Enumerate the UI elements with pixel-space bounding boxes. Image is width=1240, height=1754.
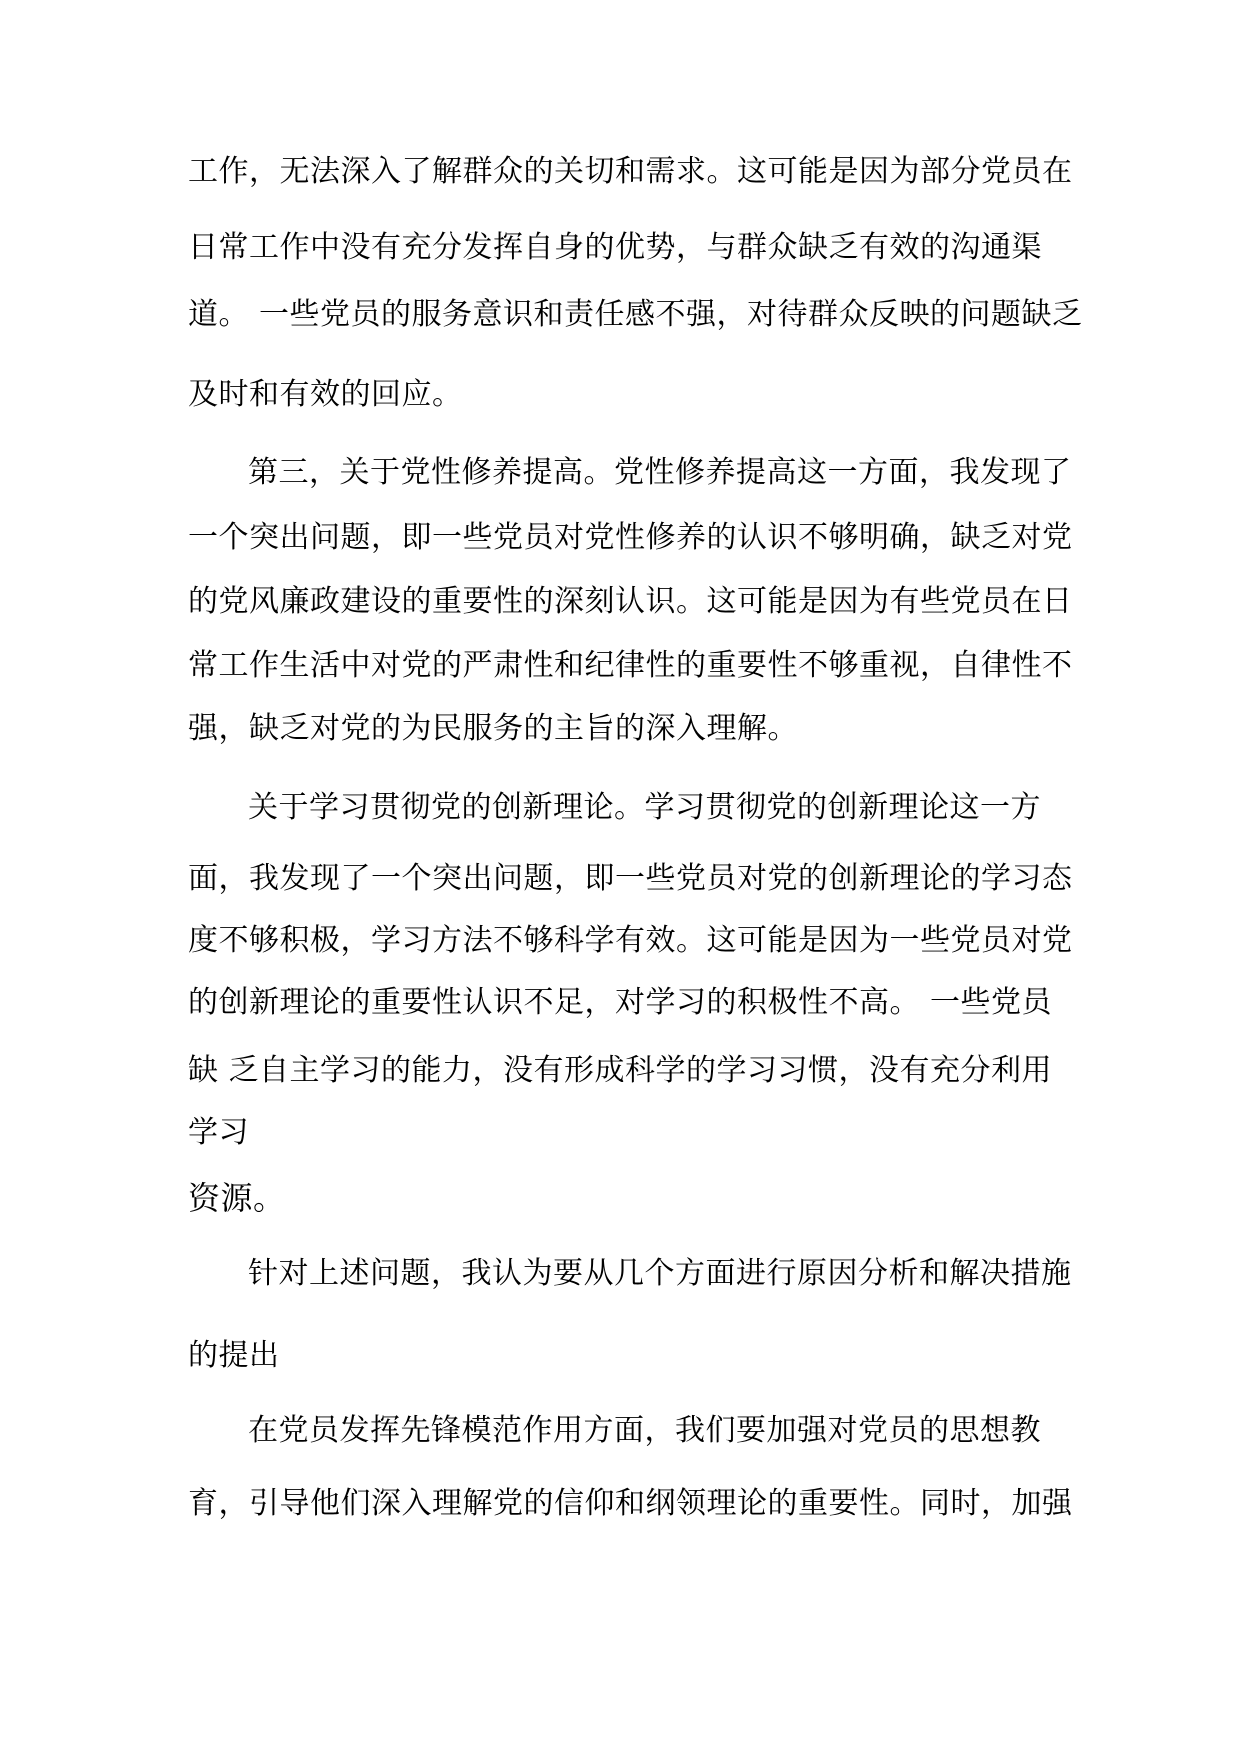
text-line: 第三，关于党性修养提高。党性修养提高这一方面，我发现了 [248, 455, 1072, 490]
text-line: 资源。 [188, 1179, 286, 1217]
text-line: 度不够积极，学习方法不够科学有效。这可能是因为一些党员对党 [188, 923, 1073, 958]
text-line: 常工作生活中对党的严肃性和纪律性的重要性不够重视，自律性不 [188, 648, 1073, 683]
text-line: 道。 一些党员的服务意识和责任感不强，对待群众反映的问题缺乏 [188, 297, 1083, 332]
text-line: 关于学习贯彻党的创新理论。学习贯彻党的创新理论这一方 [248, 790, 1041, 825]
text-line: 面，我发现了一个突出问题，即一些党员对党的创新理论的学习态 [188, 861, 1073, 896]
text-line: 的党风廉政建设的重要性的深刻认识。这可能是因为有些党员在日 [188, 584, 1073, 619]
text-line: 在党员发挥先锋模范作用方面，我们要加强对党员的思想教 [248, 1413, 1041, 1448]
text-line: 学习 [188, 1115, 249, 1150]
text-line: 针对上述问题，我认为要从几个方面进行原因分析和解决措施 [248, 1256, 1072, 1291]
text-line: 缺 乏自主学习的能力，没有形成科学的学习习惯，没有充分利用 [188, 1053, 1053, 1088]
text-line: 的创新理论的重要性认识不足，对学习的积极性不高。 一些党员 [188, 985, 1053, 1020]
text-line: 育，引导他们深入理解党的信仰和纲领理论的重要性。同时，加强 [188, 1486, 1073, 1521]
text-line: 工作，无法深入了解群众的关切和需求。这可能是因为部分党员在 [188, 154, 1073, 189]
text-line: 的提出 [188, 1338, 280, 1373]
text-line: 日常工作中没有充分发挥自身的优势，与群众缺乏有效的沟通渠 [188, 230, 1042, 265]
text-line: 及时和有效的回应。 [188, 377, 463, 412]
text-line: 一个突出问题，即一些党员对党性修养的认识不够明确，缺乏对党 [188, 520, 1073, 555]
text-line: 强，缺乏对党的为民服务的主旨的深入理解。 [188, 711, 798, 746]
